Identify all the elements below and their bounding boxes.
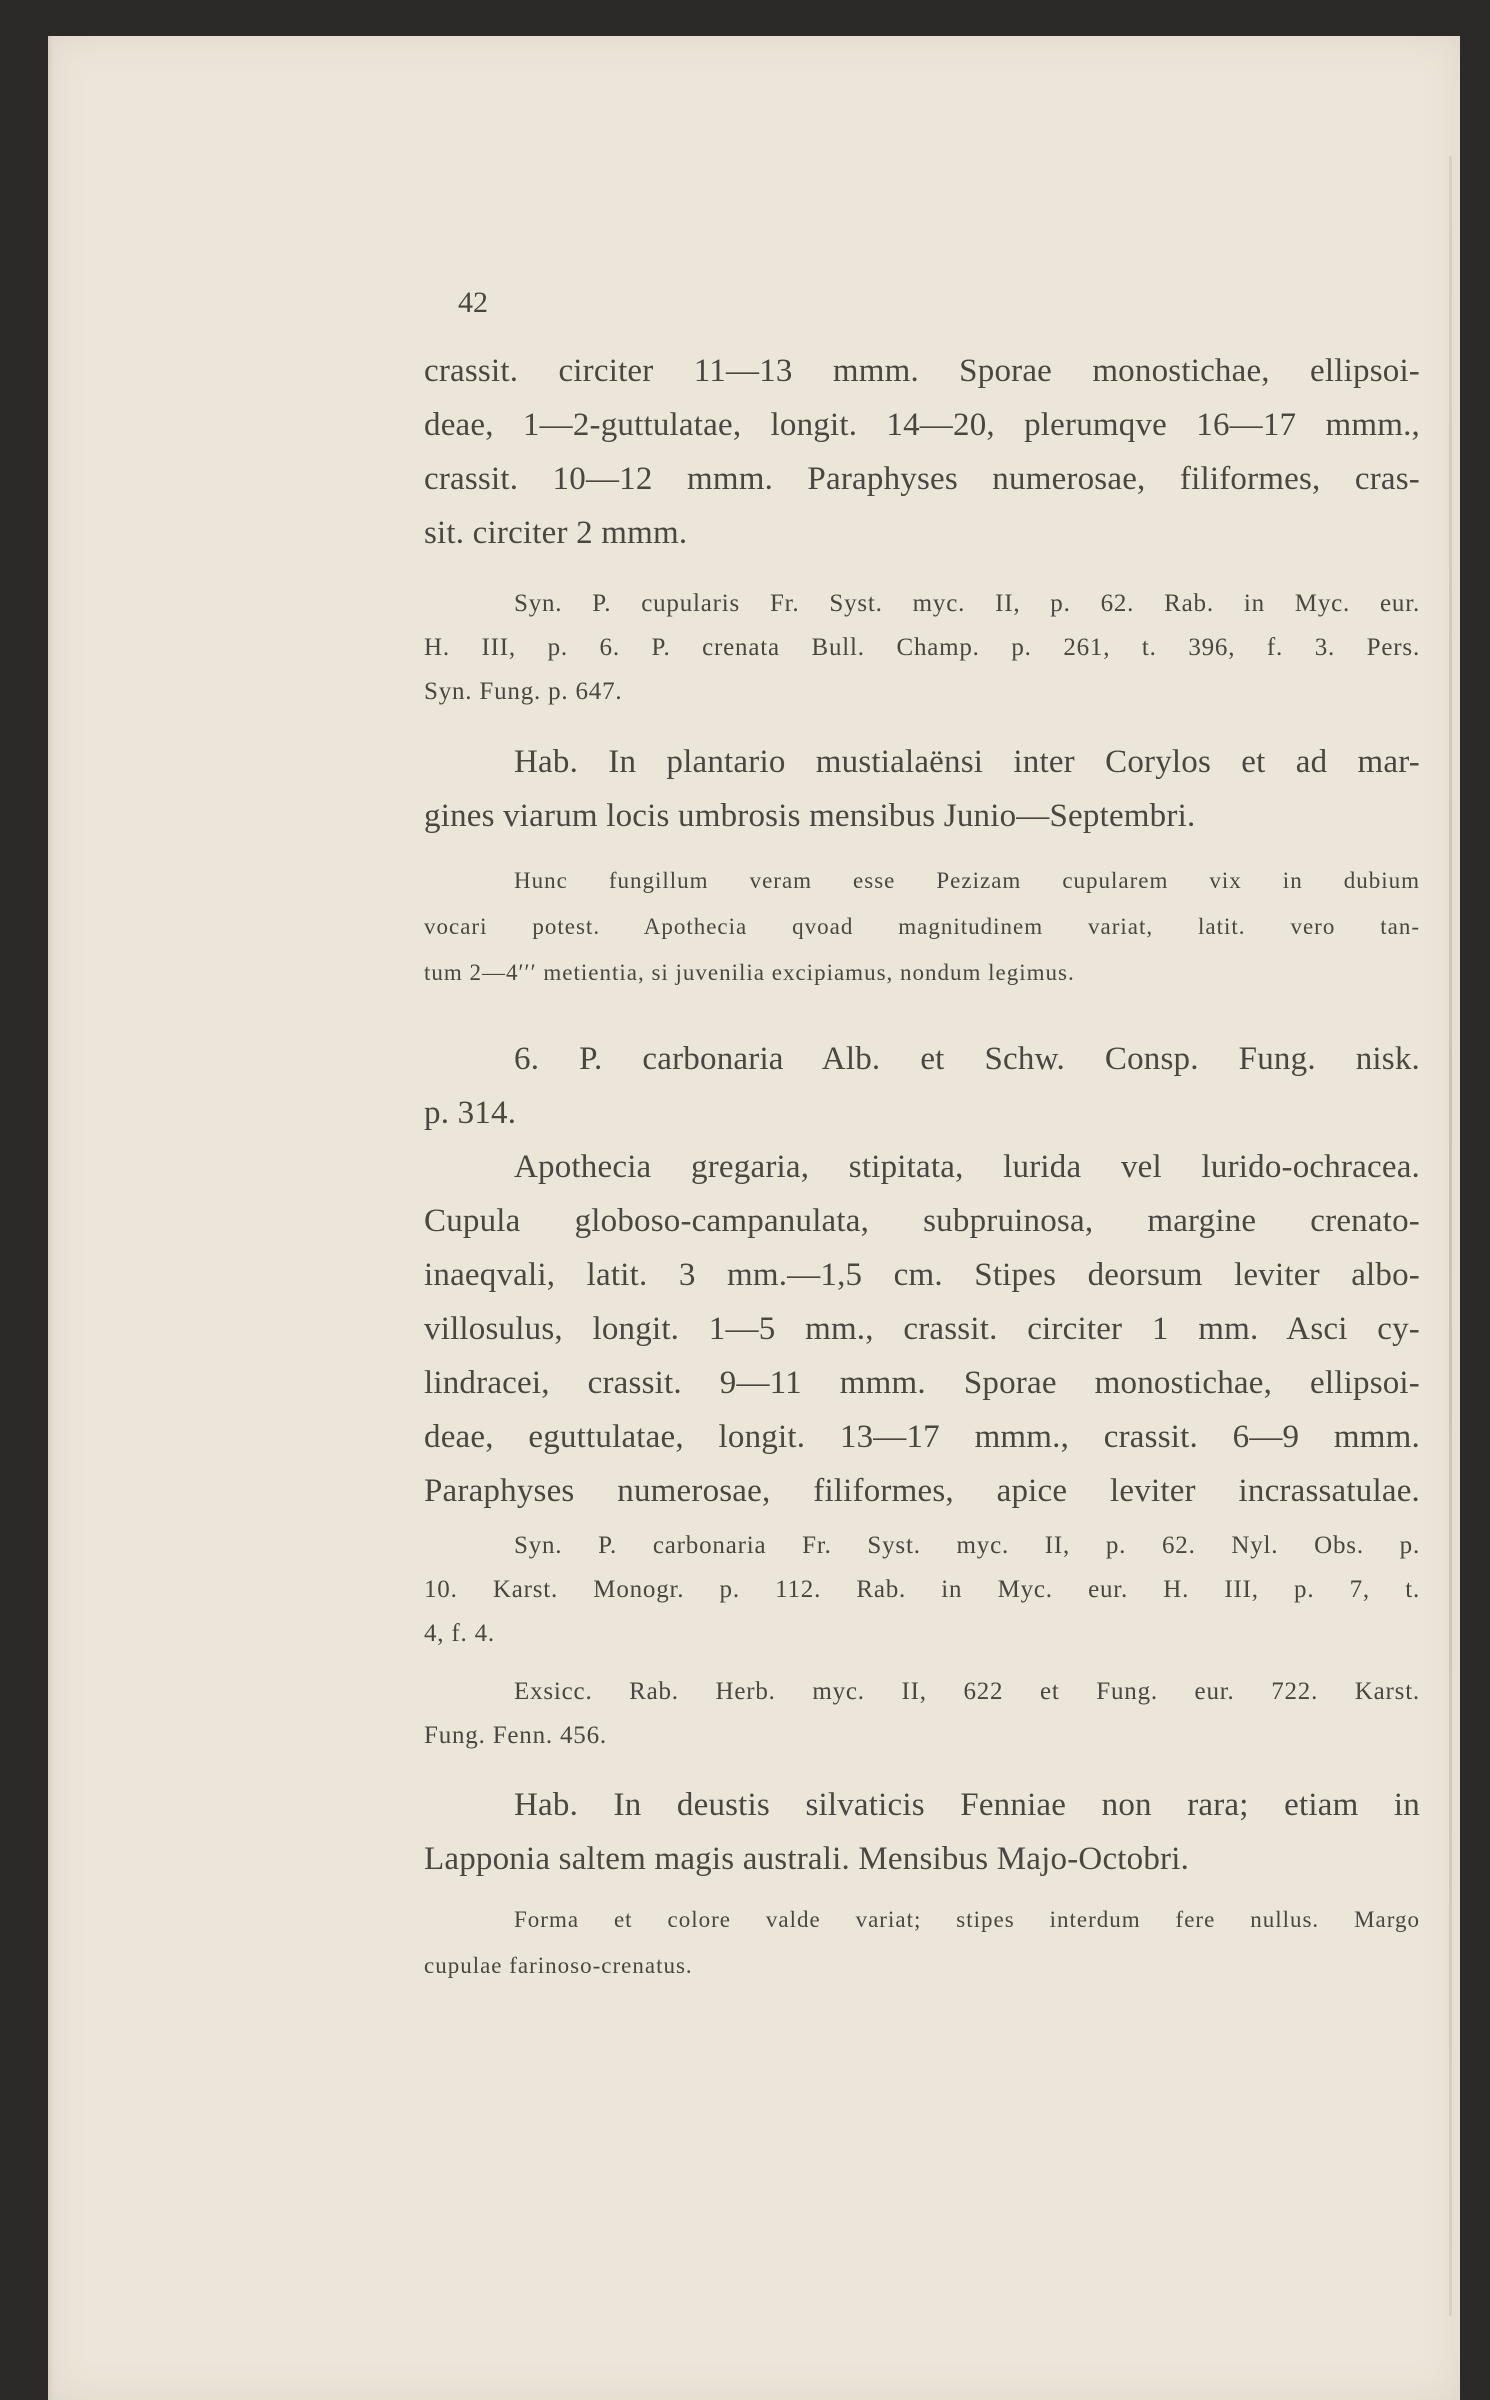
habitat-line: gines viarum locis umbrosis mensibus Junio—Septembri. [424, 798, 1196, 834]
note-line: vocari potest. Apothecia qvoad magnitudinem variat, latit. vero tan- [424, 914, 1420, 939]
species-heading: p. 314. [424, 1095, 517, 1131]
habitat-line: Hab. In deustis silvaticis Fenniae non rara; etiam in [514, 1787, 1420, 1823]
book-page [48, 36, 1460, 2400]
description-line: deae, eguttulatae, longit. 13—17 mmm., crassit. 6—9 mmm. [424, 1419, 1420, 1455]
synonym-line: 10. Karst. Monogr. p. 112. Rab. in Myc. eur. H. III, p. 7, t. [424, 1576, 1420, 1603]
description-line: Cupula globoso-campanulata, subpruinosa, margine crenato- [424, 1203, 1420, 1239]
note-line: cupulae farinoso-crenatus. [424, 1953, 693, 1978]
species-heading: 6. P. carbonaria Alb. et Schw. Consp. Fung. nisk. [514, 1041, 1420, 1077]
page-left-edge [48, 36, 54, 2400]
description-line: Apothecia gregaria, stipitata, lurida vel lurido-ochracea. [514, 1149, 1420, 1185]
exsiccata-line: Fung. Fenn. 456. [424, 1722, 607, 1749]
note-line: Forma et colore valde variat; stipes interdum fere nullus. Margo [514, 1907, 1420, 1932]
description-line: lindracei, crassit. 9—11 mmm. Sporae monostichae, ellipsoi- [424, 1365, 1420, 1401]
note-line: tum 2—4′′′ metientia, si juvenilia excipiamus, nondum legimus. [424, 960, 1075, 985]
synonym-line: 4, f. 4. [424, 1620, 495, 1647]
exsiccata-line: Exsicc. Rab. Herb. myc. II, 622 et Fung. eur. 722. Karst. [514, 1678, 1420, 1705]
description-line: inaeqvali, latit. 3 mm.—1,5 cm. Stipes deorsum leviter albo- [424, 1257, 1420, 1293]
description-line: villosulus, longit. 1—5 mm., crassit. circiter 1 mm. Asci cy- [424, 1311, 1420, 1347]
description-line: Paraphyses numerosae, filiformes, apice leviter incrassatulae. [424, 1473, 1420, 1509]
note-line: Hunc fungillum veram esse Pezizam cupularem vix in dubium [514, 868, 1420, 893]
text-line: crassit. circiter 11—13 mmm. Sporae monostichae, ellipsoi- [424, 353, 1420, 389]
synonym-line: Syn. P. carbonaria Fr. Syst. myc. II, p. 62. Nyl. Obs. p. [514, 1532, 1420, 1559]
page-number: 42 [458, 286, 488, 319]
text-line: deae, 1—2-guttulatae, longit. 14—20, plerumqve 16—17 mmm., [424, 407, 1420, 443]
synonym-line: H. III, p. 6. P. crenata Bull. Champ. p. 261, t. 396, f. 3. Pers. [424, 634, 1420, 661]
habitat-line: Lapponia saltem magis australi. Mensibus Majo-Octobri. [424, 1841, 1190, 1877]
text-line: sit. circiter 2 mmm. [424, 515, 688, 551]
synonym-line: Syn. P. cupularis Fr. Syst. myc. II, p. 62. Rab. in Myc. eur. [514, 590, 1420, 617]
text-line: crassit. 10—12 mmm. Paraphyses numerosae, filiformes, cras- [424, 461, 1420, 497]
synonym-line: Syn. Fung. p. 647. [424, 678, 623, 705]
page-right-edge [1449, 156, 1452, 2316]
habitat-line: Hab. In plantario mustialaënsi inter Corylos et ad mar- [514, 744, 1420, 780]
